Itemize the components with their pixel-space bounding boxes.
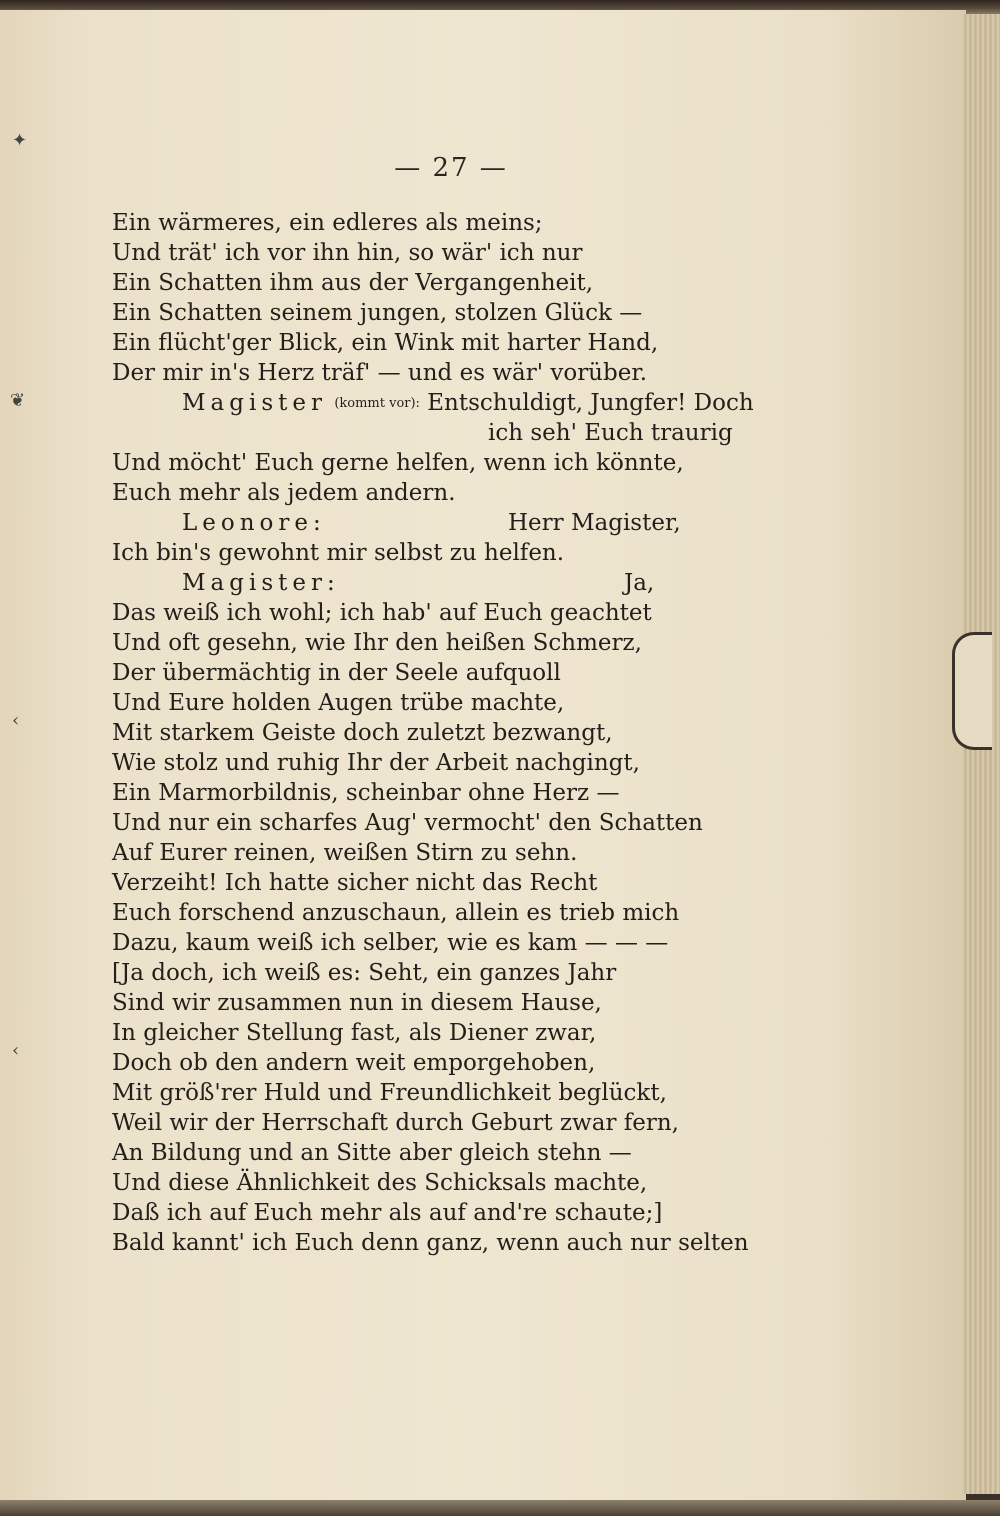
margin-mark: ‹ bbox=[12, 710, 20, 731]
verse-line: Und diese Ähnlichkeit des Schicksals machte, bbox=[112, 1170, 648, 1196]
margin-mark: ❦ bbox=[10, 390, 26, 411]
page-number: — 27 — bbox=[394, 153, 508, 183]
verse-line: Ein flücht'ger Blick, ein Wink mit harter Hand, bbox=[112, 330, 659, 356]
verse-line: Mit größ'rer Huld und Freundlichkeit beglückt, bbox=[112, 1080, 667, 1106]
margin-mark: ✦ bbox=[12, 130, 28, 151]
verse-line: Der übermächtig in der Seele aufquoll bbox=[112, 660, 561, 686]
verse-line: Sind wir zusammen nun in diesem Hause, bbox=[112, 990, 602, 1016]
verse-line: [Ja doch, ich weiß es: Seht, ein ganzes Jahr bbox=[112, 960, 617, 986]
speaker-line bbox=[112, 508, 792, 538]
verse-line: ich seh' Euch traurig bbox=[488, 420, 733, 446]
margin-mark: ‹ bbox=[12, 1040, 20, 1061]
verse-line: Ein Schatten ihm aus der Vergangenheit, bbox=[112, 270, 594, 296]
speaker-name: Leonore: bbox=[182, 510, 326, 536]
verse-line: Ein Schatten seinem jungen, stolzen Glück — bbox=[112, 300, 643, 326]
speech-text: Herr Magister, bbox=[508, 510, 681, 536]
verse-line: Der mir in's Herz träf' — und es wär' vorüber. bbox=[112, 360, 648, 386]
verse-line: Und oft gesehn, wie Ihr den heißen Schmerz, bbox=[112, 630, 642, 656]
verse-line: Dazu, kaum weiß ich selber, wie es kam — — — bbox=[112, 930, 669, 956]
speaker-line bbox=[112, 388, 792, 418]
verse-line: Mit starkem Geiste doch zuletzt bezwangt, bbox=[112, 720, 613, 746]
verse-line: Ein wärmeres, ein edleres als meins; bbox=[112, 210, 543, 236]
verse-line: Doch ob den andern weit emporgehoben, bbox=[112, 1050, 596, 1076]
speech-text: Entschuldigt, Jungfer! Doch bbox=[427, 390, 754, 416]
verse-line: Auf Eurer reinen, weißen Stirn zu sehn. bbox=[112, 840, 578, 866]
verse-line: An Bildung und an Sitte aber gleich stehn — bbox=[112, 1140, 632, 1166]
verse-line: Verzeiht! Ich hatte sicher nicht das Recht bbox=[112, 870, 598, 896]
verse-line: Bald kannt' ich Euch denn ganz, wenn auch nur selten bbox=[112, 1230, 749, 1256]
speaker-line bbox=[112, 568, 792, 598]
speech-text: Ja, bbox=[624, 570, 655, 596]
verse-line: Und Eure holden Augen trübe machte, bbox=[112, 690, 565, 716]
book-bottom-edge bbox=[0, 1500, 1000, 1516]
speaker-name: Magister bbox=[182, 390, 327, 416]
verse-line: Ein Marmorbildnis, scheinbar ohne Herz — bbox=[112, 780, 620, 806]
verse-line: Und trät' ich vor ihn hin, so wär' ich nur bbox=[112, 240, 583, 266]
verse-line: Euch forschend anzuschaun, allein es trieb mich bbox=[112, 900, 680, 926]
verse-text bbox=[112, 208, 792, 1258]
page-stack-edge bbox=[962, 14, 1000, 1494]
verse-line: Weil wir der Herrschaft durch Geburt zwar fern, bbox=[112, 1110, 679, 1136]
verse-line: Und nur ein scharfes Aug' vermocht' den Schatten bbox=[112, 810, 703, 836]
verse-line: In gleicher Stellung fast, als Diener zwar, bbox=[112, 1020, 597, 1046]
verse-line: Das weiß ich wohl; ich hab' auf Euch geachtet bbox=[112, 600, 652, 626]
verse-line: Wie stolz und ruhig Ihr der Arbeit nachgingt, bbox=[112, 750, 640, 776]
verse-line: Euch mehr als jedem andern. bbox=[112, 480, 456, 506]
verse-line: Ich bin's gewohnt mir selbst zu helfen. bbox=[112, 540, 565, 566]
verse-line: Daß ich auf Euch mehr als auf and're schaute;] bbox=[112, 1200, 663, 1226]
thumb-index-tab bbox=[952, 632, 992, 750]
verse-line: Und möcht' Euch gerne helfen, wenn ich könnte, bbox=[112, 450, 684, 476]
stage-direction: (kommt vor): bbox=[334, 396, 420, 411]
speaker-name: Magister: bbox=[182, 570, 340, 596]
